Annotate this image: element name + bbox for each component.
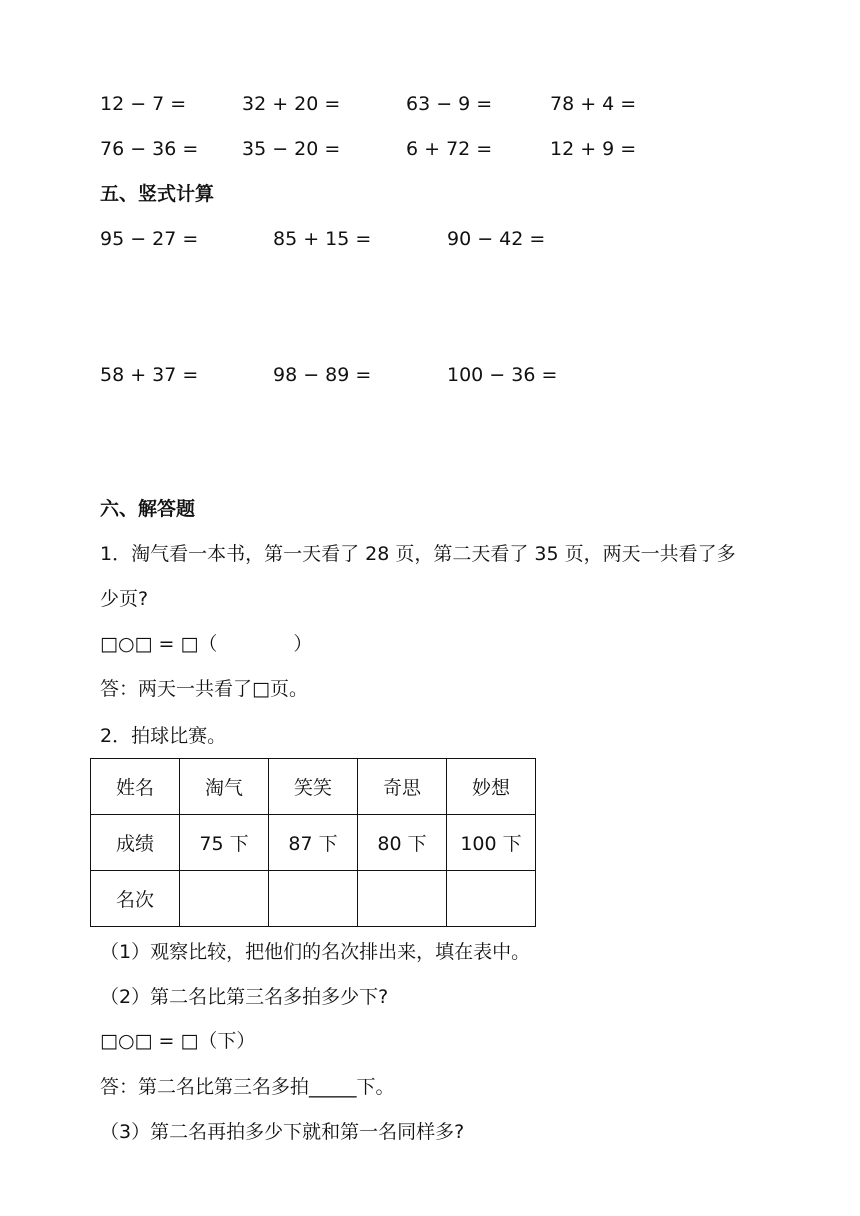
question-1-text-cont: 少页? <box>100 588 149 610</box>
oral-calc-item: 35 − 20 = <box>242 138 341 160</box>
oral-calc-item: 76 − 36 = <box>100 138 199 160</box>
question-2-title: 2．拍球比赛。 <box>100 725 227 747</box>
rank-input-cell[interactable] <box>269 871 358 927</box>
oral-calc-item: 32 + 20 = <box>242 93 341 115</box>
table-cell: 75 下 <box>180 815 269 871</box>
sub-question-3: （3）第二名再拍多少下就和第一名同样多? <box>100 1121 465 1143</box>
oral-calc-item: 12 − 7 = <box>100 93 187 115</box>
vertical-calc-item: 95 − 27 = <box>100 228 199 250</box>
vertical-calc-item: 100 − 36 = <box>447 364 558 386</box>
oral-calc-item: 6 + 72 = <box>406 138 493 160</box>
table-cell: 80 下 <box>358 815 447 871</box>
rank-input-cell[interactable] <box>447 871 536 927</box>
table-cell: 87 下 <box>269 815 358 871</box>
sub-question-2-answer: 答：第二名比第三名多拍_____下。 <box>100 1076 395 1098</box>
oral-calc-item: 63 − 9 = <box>406 93 493 115</box>
ball-bouncing-score-table <box>90 758 536 927</box>
oral-calc-item: 78 + 4 = <box>550 93 637 115</box>
question-1-answer: 答：两天一共看了□页。 <box>100 678 308 700</box>
table-cell: 笑笑 <box>269 759 358 815</box>
question-1-formula: □○□ = □（ ） <box>100 633 313 655</box>
vertical-calc-item: 90 − 42 = <box>447 228 546 250</box>
question-1-text: 1．淘气看一本书，第一天看了 28 页，第二天看了 35 页，两天一共看了多 <box>100 543 736 565</box>
table-cell: 名次 <box>91 871 180 927</box>
table-cell: 奇思 <box>358 759 447 815</box>
vertical-calc-item: 85 + 15 = <box>273 228 372 250</box>
table-row <box>91 871 536 927</box>
rank-input-cell[interactable] <box>180 871 269 927</box>
table-row <box>91 815 536 871</box>
table-cell: 淘气 <box>180 759 269 815</box>
vertical-calc-item: 98 − 89 = <box>273 364 372 386</box>
sub-question-2-formula: □○□ = □（下） <box>100 1030 256 1052</box>
sub-question-1: （1）观察比较，把他们的名次排出来，填在表中。 <box>100 941 531 963</box>
sub-question-2: （2）第二名比第三名多拍多少下? <box>100 986 389 1008</box>
section-six-title: 六、解答题 <box>100 498 196 520</box>
table-cell: 成绩 <box>91 815 180 871</box>
oral-calc-item: 12 + 9 = <box>550 138 637 160</box>
vertical-calc-item: 58 + 37 = <box>100 364 199 386</box>
rank-input-cell[interactable] <box>358 871 447 927</box>
section-five-title: 五、竖式计算 <box>100 183 215 205</box>
table-row <box>91 759 536 815</box>
table-cell: 姓名 <box>91 759 180 815</box>
table-cell: 妙想 <box>447 759 536 815</box>
table-cell: 100 下 <box>447 815 536 871</box>
